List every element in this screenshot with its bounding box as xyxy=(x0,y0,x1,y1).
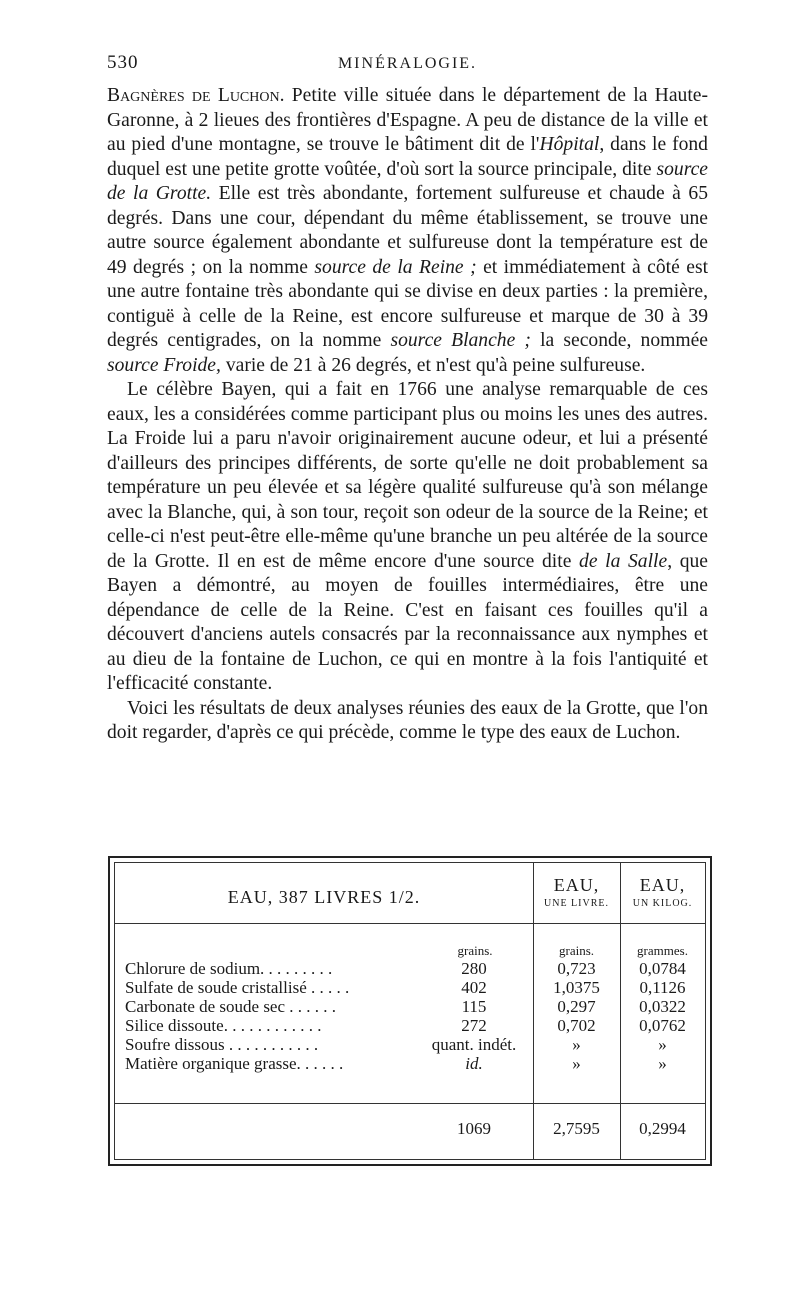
cell-value: id. xyxy=(465,1054,483,1073)
table-row xyxy=(115,1016,705,1035)
cell-value: 0,0784 xyxy=(639,959,686,978)
text-run: Petite ville située dans le département de la Haute-Garonne, à 2 lieues des frontières d'Espagne. A peu de distance de la ville et au pied d'une montagne, se trouve le bâtiment dit de l' xyxy=(107,85,708,155)
row-label: Chlorure de sodium. . . . . . . . . xyxy=(125,959,333,978)
cell-value: 402 xyxy=(461,978,487,997)
header-label: EAU, xyxy=(553,875,600,895)
cell-value: » xyxy=(572,1054,581,1073)
table-row xyxy=(115,1035,705,1054)
cell-value: 0,297 xyxy=(557,997,596,1016)
paragraph-luchon-intro xyxy=(107,84,708,378)
cell-value: 0,0322 xyxy=(639,997,686,1016)
row-label: Sulfate de soude cristallisé . . . . . xyxy=(125,978,350,997)
unit-label-grains: grains. xyxy=(558,943,595,958)
paragraph-results-intro: Voici les résultats de deux analyses réunies des eaux de la Grotte, que l'on doit regarder, d'après ce qui précède, comme le type des eaux de Luchon. xyxy=(107,697,708,743)
body-text xyxy=(107,84,708,746)
unit-label-grains: grains. xyxy=(457,943,493,958)
italic-run: source Froide, xyxy=(107,354,221,376)
entry-heading: Bagnères de Luchon. xyxy=(107,85,285,106)
running-title: MINÉRALOGIE. xyxy=(337,55,478,72)
text-run: Elle est très abondante, fortement sulfureuse et chaude à 65 degrés. Dans une cour, dépendant du même établissement, se trouve une autre source également abondante et sulfureuse dont la température est de 49 degrés ; on la nomme xyxy=(107,183,709,278)
analysis-table xyxy=(108,856,710,1166)
row-label: Carbonate de soude sec . . . . . . xyxy=(125,997,337,1016)
text-run: , dans le fond duquel est une petite grotte voûtée, d'où sort la source principale, dite xyxy=(107,134,708,180)
table-header-per-livre xyxy=(533,875,620,909)
cell-value: 272 xyxy=(461,1016,487,1035)
cell-value: 0,1126 xyxy=(639,978,686,997)
cell-value: 115 xyxy=(461,997,487,1016)
page-number: 530 xyxy=(107,52,139,73)
text-run: varie de 21 à 26 degrés, et n'est qu'à peine sulfureuse. xyxy=(220,354,646,376)
unit-label-grammes: grammes. xyxy=(637,943,688,958)
table-row xyxy=(115,959,705,978)
row-label: Soufre dissous . . . . . . . . . . . xyxy=(125,1035,319,1054)
cell-value: » xyxy=(572,1035,581,1054)
cell-value: 0,0762 xyxy=(639,1016,686,1035)
row-label: Silice dissoute. . . . . . . . . . . . xyxy=(125,1016,322,1035)
header-divider xyxy=(115,923,705,924)
paragraph-bayen xyxy=(107,378,708,697)
page-header xyxy=(107,52,708,78)
cell-value: quant. indét. xyxy=(431,1035,517,1054)
row-label: Matière organique grasse. . . . . . xyxy=(125,1054,344,1073)
text-run: la seconde, nommée xyxy=(530,330,708,351)
text-run: et immédiatement à côté est une autre fontaine très abondante qui se divise en deux parties : la première, contiguë à celle de la Reine, est encore sulfureuse et marque de 30 à 39 degrés centigrades, on la nomme xyxy=(107,256,709,351)
table-header-main: EAU, 387 LIVRES 1/2. xyxy=(227,887,421,907)
cell-value: 0,723 xyxy=(557,959,596,978)
cell-value: 1,0375 xyxy=(553,978,600,997)
table-row xyxy=(115,1054,705,1073)
header-label: EAU, xyxy=(639,875,686,895)
total-grains: 1069 xyxy=(457,1119,491,1138)
header-sublabel: UNE LIVRE. xyxy=(544,898,609,909)
italic-run: source de la Reine ; xyxy=(314,256,477,278)
header-sublabel: UN KILOG. xyxy=(632,898,693,909)
table-row xyxy=(115,978,705,997)
italic-run: source Blanche ; xyxy=(390,330,531,351)
cell-value: » xyxy=(658,1054,667,1073)
text-run: , que Bayen a démontré, au moyen de fouilles intermédiaires, être une dépendance de celle de la Reine. C'est en faisant ces fouilles qu'il a découvert d'anciens autels consacrés par la reconnaissance aux nymphes et au dieu de la fontaine de Luchon, ce qui en montre à la fois l'antiquité et l'efficacité constante. xyxy=(107,550,708,694)
table-header-per-kilog xyxy=(620,875,705,909)
table-row xyxy=(115,997,705,1016)
cell-value: 280 xyxy=(461,959,487,978)
italic-run: source de la Grotte. xyxy=(107,158,708,204)
cell-value: 0,702 xyxy=(557,1016,596,1035)
cell-value: » xyxy=(658,1035,667,1054)
text-run: Le célèbre Bayen, qui a fait en 1766 une analyse remarquable de ces eaux, les a considérées comme participant plus ou moins les unes des autres. La Froide lui a paru n'avoir originairement aucune odeur, et lui a présenté d'ailleurs des principes différents, de sorte qu'elle ne doit probablement sa température un peu élevée et sa légère qualité sulfureuse qu'à son mélange avec la Blanche, qui, à son tour, reçoit son odeur de la source de la Reine; et celle-ci n'est peut-être elle-même qu'une branche un peu altérée de la source de la Grotte. Il en est de même encore d'une source dite xyxy=(107,379,708,572)
table-inner xyxy=(114,862,706,1160)
total-per-livre: 2,7595 xyxy=(553,1119,600,1138)
total-per-kilog: 0,2994 xyxy=(639,1119,686,1138)
italic-run: Hôpital xyxy=(539,134,600,155)
total-divider xyxy=(115,1103,705,1104)
italic-run: de la Salle xyxy=(579,550,668,572)
